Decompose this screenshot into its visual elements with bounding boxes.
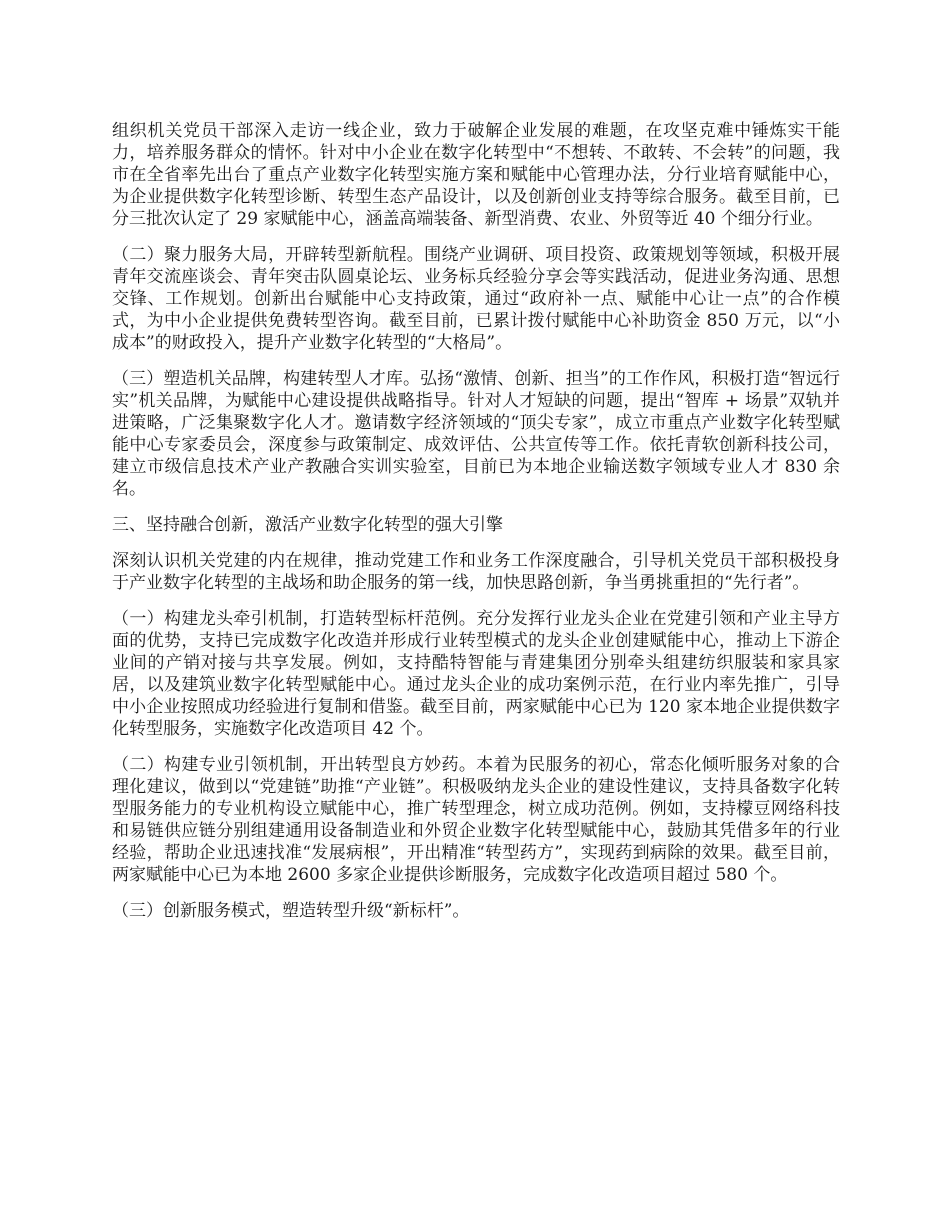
paragraph-agency-brand-talent: （三）塑造机关品牌，构建转型人才库。弘扬“激情、创新、担当”的工作作风，积极打造“智远行实”机关品牌，为赋能中心建设提供战略指导。针对人才短缺的问题，提出“智库 + 场景”双轨并进策略，广泛集聚数字化人才。邀请数字经济领域的“顶尖专家”，成立市重点产业数字化转型赋能中心专家委员会，深度参与政策制定、成效评估、公共宣传等工作。依托青软创新科技公司，建立市级信息技术产业产教融合实训实验室，目前已为本地企业输送数字领域专业人才 830 余名。 (112, 369, 840, 499)
document-body (112, 120, 840, 936)
section-heading-integration-innovation: 三、坚持融合创新，激活产业数字化转型的强大引擎 (112, 515, 503, 535)
paragraph-enabling-center-intro: 组织机关党员干部深入走访一线企业，致力于破解企业发展的难题，在攻坚克难中锤炼实干能力，培养服务群众的情怀。针对中小企业在数字化转型中“不想转、不敢转、不会转”的问题，我市在全省率先出台了重点产业数字化转型实施方案和赋能中心管理办法，分行业培育赋能中心，为企业提供数字化转型诊断、转型生态产品设计，以及创新创业支持等综合服务。截至目前，已分三批次认定了 29 家赋能中心，涵盖高端装备、新型消费、农业、外贸等近 40 个细分行业。 (112, 121, 840, 229)
paragraph-leading-enterprise-mechanism: （一）构建龙头牵引机制，打造转型标杆范例。充分发挥行业龙头企业在党建引领和产业主导方面的优势，支持已完成数字化改造并形成行业转型模式的龙头企业创建赋能中心，推动上下游企业间的产销对接与共享发展。例如，支持酷特智能与青建集团分别牵头组建纺织服装和家具家居，以及建筑业数字化转型赋能中心。通过龙头企业的成功案例示范，在行业内率先推广，引导中小企业按照成功经验进行复制和借鉴。截至目前，两家赋能中心已为 120 家本地企业提供数字化转型服务，实施数字化改造项目 42 个。 (112, 609, 840, 739)
paragraph-party-building-integration: 深刻认识机关党建的内在规律，推动党建工作和业务工作深度融合，引导机关党员干部积极投身于产业数字化转型的主战场和助企服务的第一线，加快思路创新，争当勇挑重担的“先行者”。 (112, 551, 840, 593)
paragraph-professional-guidance-mechanism: （二）构建专业引领机制，开出转型良方妙药。本着为民服务的初心，常态化倾听服务对象的合理化建议，做到以“党建链”助推“产业链”。积极吸纳龙头企业的建设性建议，支持具备数字化转型服务能力的专业机构设立赋能中心，推广转型理念，树立成功范例。例如，支持檬豆网络科技和易链供应链分别组建通用设备制造业和外贸企业数字化转型赋能中心，鼓励其凭借多年的行业经验，帮助企业迅速找准“发展病根”，开出精准“转型药方”，实现药到病除的效果。截至目前，两家赋能中心已为本地 2600 多家企业提供诊断服务，完成数字化改造项目超过 580 个。 (112, 755, 840, 885)
paragraph-serve-overall-situation: （二）聚力服务大局，开辟转型新航程。围绕产业调研、项目投资、政策规划等领域，积极开展青年交流座谈会、青年突击队圆桌论坛、业务标兵经验分享会等实践活动，促进业务沟通、思想交锋、工作规划。创新出台赋能中心支持政策，通过“政府补一点、赋能中心让一点”的合作模式，为中小企业提供免费转型咨询。截至目前，已累计拨付赋能中心补助资金 850 万元，以“小成本”的财政投入，提升产业数字化转型的“大格局”。 (112, 245, 840, 353)
paragraph-innovate-service-model: （三）创新服务模式，塑造转型升级“新标杆”。 (112, 901, 470, 921)
